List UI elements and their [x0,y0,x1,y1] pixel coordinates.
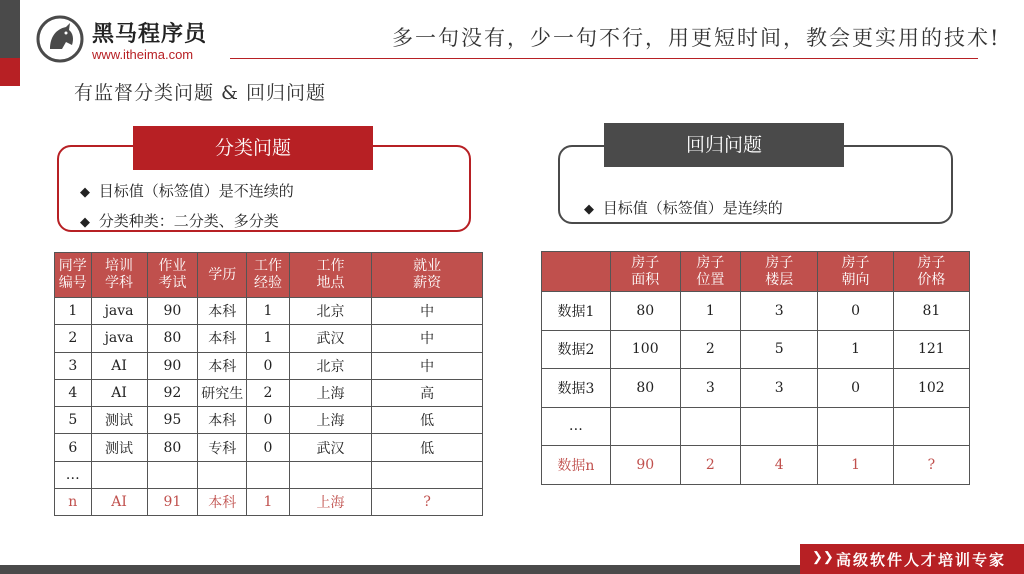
table-row-query [55,489,483,516]
table-cell: 专科 [198,434,247,461]
table-cell: 3 [741,369,818,408]
table-row-query [542,446,970,485]
table-cell [372,461,483,488]
table-cell [91,461,147,488]
table-cell: 低 [372,434,483,461]
table-header-cell [542,252,611,292]
table-cell: AI [91,379,147,406]
table-header-cell: 房子 面积 [610,252,680,292]
table-cell [741,407,818,446]
table-header-cell: 学历 [198,253,247,298]
table-cell: 4 [741,446,818,485]
table-cell: 1 [55,298,92,325]
diamond-bullet-icon: ◆ [80,215,90,230]
table-cell: 5 [741,330,818,369]
table-cell: 0 [247,352,290,379]
table-cell: 100 [610,330,680,369]
table-header-cell: 房子 朝向 [818,252,893,292]
table-cell: 研究生 [198,379,247,406]
regression-bullet: ◆ 目标值（标签值）是连续的 [584,199,783,217]
chevron-right-icon: ❯❯ [812,550,834,565]
classification-banner: 分类问题 [133,126,373,170]
table-row [55,434,483,461]
table-row [55,298,483,325]
table-cell: 中 [372,325,483,352]
table-cell: 数据3 [542,369,611,408]
table-cell [247,461,290,488]
brand-url: www.itheima.com [92,47,194,62]
table-cell: 高 [372,379,483,406]
table-cell: n [55,489,92,516]
table-cell: 5 [55,407,92,434]
table-cell: 102 [893,369,969,408]
table-cell: 本科 [198,298,247,325]
table-cell: 90 [147,352,198,379]
table-header-cell: 培训 学科 [91,253,147,298]
table-cell: 90 [147,298,198,325]
table-cell: 1 [247,298,290,325]
table-cell: 1 [680,292,741,331]
slogan-divider [230,58,978,59]
table-cell [818,407,893,446]
table-row [55,379,483,406]
table-cell: 本科 [198,407,247,434]
table-cell: java [91,298,147,325]
diamond-bullet-icon: ◆ [80,185,90,200]
table-header-cell: 就业 薪资 [372,253,483,298]
table-cell: AI [91,352,147,379]
table-header-cell: 工作 经验 [247,253,290,298]
table-cell: 0 [818,369,893,408]
table-cell: 3 [741,292,818,331]
table-cell: 3 [680,369,741,408]
classification-bullet: ◆ 分类种类：二分类、多分类 [80,212,279,230]
table-cell: 北京 [289,352,371,379]
table-header-cell: 同学 编号 [55,253,92,298]
brand-logo [36,15,216,63]
table-row [542,407,970,446]
table-header-cell: 作业 考试 [147,253,198,298]
table-header-cell: 房子 楼层 [741,252,818,292]
table-cell: 0 [247,407,290,434]
regression-table [541,251,970,485]
left-accent-bar [0,0,20,574]
table-row [55,325,483,352]
table-cell: … [542,407,611,446]
table-cell: 2 [247,379,290,406]
table-cell [610,407,680,446]
table-cell: AI [91,489,147,516]
diamond-bullet-icon: ◆ [584,202,594,217]
table-header-row [542,252,970,292]
table-cell: 3 [55,352,92,379]
table-cell [289,461,371,488]
table-row [55,461,483,488]
table-cell: 0 [247,434,290,461]
table-cell: ? [372,489,483,516]
table-cell: 本科 [198,489,247,516]
table-cell: 121 [893,330,969,369]
left-accent-dark [0,0,20,58]
table-cell: 1 [247,489,290,516]
table-cell: … [55,461,92,488]
classification-bullet: ◆ 目标值（标签值）是不连续的 [80,182,294,200]
table-cell: 1 [247,325,290,352]
table-cell: 2 [680,330,741,369]
regression-banner: 回归问题 [604,123,844,167]
table-cell: 2 [55,325,92,352]
table-cell: 80 [610,369,680,408]
table-cell: 80 [610,292,680,331]
table-header-cell: 房子 位置 [680,252,741,292]
table-cell: 4 [55,379,92,406]
table-cell [198,461,247,488]
table-cell [680,407,741,446]
table-cell: 低 [372,407,483,434]
table-cell: 武汉 [289,434,371,461]
table-cell: 1 [818,446,893,485]
table-row [55,352,483,379]
page-title: 有监督分类问题 & 回归问题 [74,82,326,104]
table-cell: 中 [372,352,483,379]
table-cell: 0 [818,292,893,331]
table-cell: 80 [147,325,198,352]
left-accent-red [0,58,20,86]
table-cell: 数据n [542,446,611,485]
table-cell [893,407,969,446]
table-cell: ? [893,446,969,485]
table-cell: 6 [55,434,92,461]
footer-tagline: 高级软件人才培训专家 [836,551,1007,569]
table-cell: 本科 [198,325,247,352]
table-cell: 上海 [289,407,371,434]
table-cell: 81 [893,292,969,331]
table-cell: 武汉 [289,325,371,352]
table-cell: 本科 [198,352,247,379]
table-cell: 92 [147,379,198,406]
brand-name: 黑马程序员 [92,22,208,47]
table-cell: java [91,325,147,352]
table-header-row [55,253,483,298]
table-cell: 2 [680,446,741,485]
table-header-cell: 工作 地点 [289,253,371,298]
table-cell: 北京 [289,298,371,325]
table-cell: 测试 [91,407,147,434]
slogan: 多一句没有，少一句不行，用更短时间，教会更实用的技术! [392,26,1001,50]
table-cell: 数据1 [542,292,611,331]
table-cell: 1 [818,330,893,369]
classification-table [54,252,483,516]
table-row [542,369,970,408]
table-cell: 上海 [289,489,371,516]
table-cell: 数据2 [542,330,611,369]
table-cell [147,461,198,488]
horse-logo-icon [36,15,84,63]
table-row [542,292,970,331]
table-cell: 95 [147,407,198,434]
table-cell: 90 [610,446,680,485]
table-cell: 中 [372,298,483,325]
table-row [542,330,970,369]
table-row [55,407,483,434]
table-header-cell: 房子 价格 [893,252,969,292]
table-cell: 80 [147,434,198,461]
table-cell: 上海 [289,379,371,406]
table-cell: 测试 [91,434,147,461]
table-cell: 91 [147,489,198,516]
